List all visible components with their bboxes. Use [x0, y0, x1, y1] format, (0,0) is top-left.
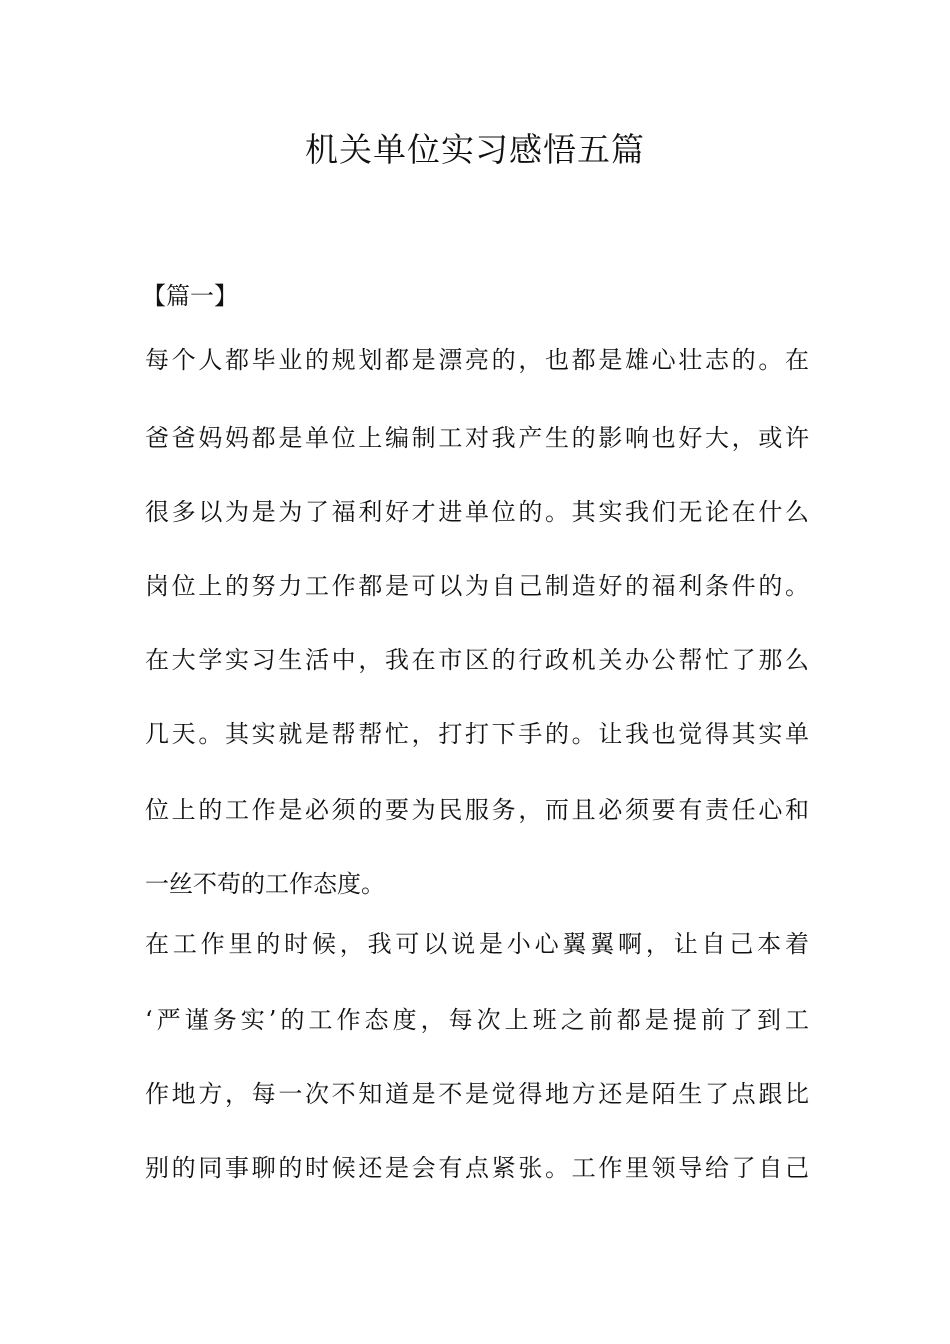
document-title: 机关单位实习感悟五篇: [305, 130, 645, 169]
paragraph-line: 位上的工作是必须的要为民服务，而且必须要有责任心和: [145, 796, 809, 824]
paragraph-line: 在工作里的时候，我可以说是小心翼翼啊，让自己本着: [145, 930, 809, 958]
paragraph-line: 爸爸妈妈都是单位上编制工对我产生的影响也好大，或许: [145, 424, 809, 452]
paragraph-line: 在大学实习生活中，我在市区的行政机关办公帮忙了那么: [145, 646, 809, 674]
section-heading: 【篇一】: [142, 282, 238, 310]
paragraph-line: 很多以为是为了福利好才进单位的。其实我们无论在什么: [145, 498, 809, 526]
paragraph-line: 一丝不苟的工作态度。: [145, 870, 385, 898]
paragraph-line: 每个人都毕业的规划都是漂亮的，也都是雄心壮志的。在: [145, 346, 809, 374]
paragraph-line: 别的同事聊的时候还是会有点紧张。工作里领导给了自己: [145, 1154, 809, 1182]
paragraph-line: 作地方，每一次不知道是不是觉得地方还是陌生了点跟比: [145, 1080, 809, 1108]
paragraph-line: 几天。其实就是帮帮忙，打打下手的。让我也觉得其实单: [145, 720, 809, 748]
paragraph-line: 岗位上的努力工作都是可以为自己制造好的福利条件的。: [145, 572, 809, 600]
paragraph-line: ‘严谨务实’的工作态度，每次上班之前都是提前了到工: [145, 1006, 809, 1034]
